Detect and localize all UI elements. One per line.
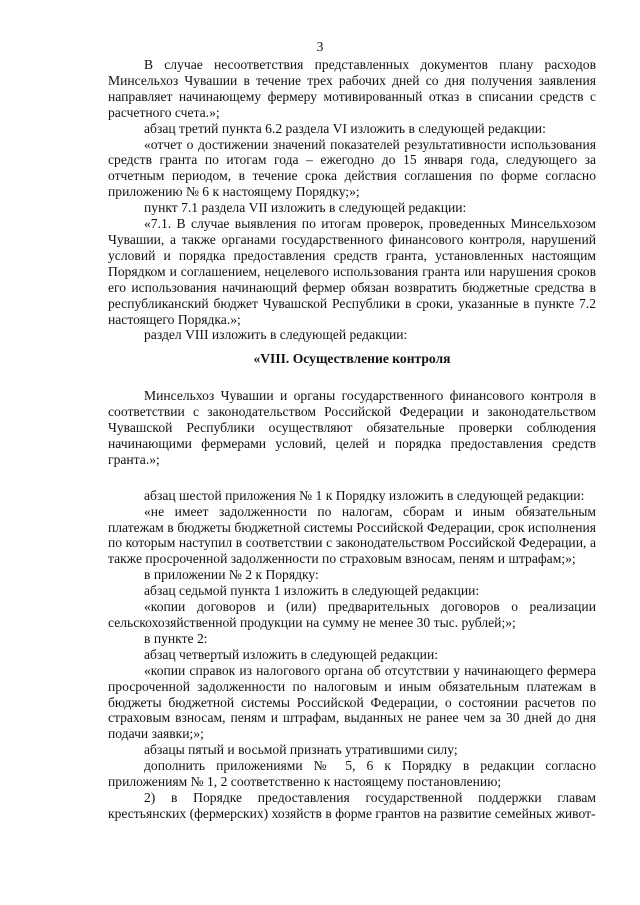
paragraph: В случае несоответствия представленных документов плану расходов Минсельхоз Чувашии в течение трех рабочих дней со дня получения заявления направляет начинающему фермеру мотивированный отказ в списании средств с расчетного счета.»; bbox=[108, 57, 596, 120]
paragraph: «копии справок из налогового органа об отсутствии у начинающего фермера просроченной задолженности по налоговым и иным обязательным платежам в бюджеты бюджетной системы Российской Федерации, о состоянии расчетов по страховым взносам, пеням и штрафам, выданных не ранее чем за 30 дней до дня подачи заявки;»; bbox=[108, 662, 596, 742]
paragraph: пункт 7.1 раздела VII изложить в следующей редакции: bbox=[144, 200, 467, 216]
paragraph: в пункте 2: bbox=[144, 630, 208, 646]
paragraph: «7.1. В случае выявления по итогам проверок, проведенных Минсельхозом Чувашии, а также органами государственного финансового контроля, нарушений условий и порядка предоставления средств гранта, установленных настоящим Порядком и соглашением, нецелевого использования гранта или нарушения сроков его использования начинающий фермер обязан возвратить бюджетные средства в республиканский бюджет Чувашской Республики в сроки, указанные в пункте 7.2 настоящего Порядка.»; bbox=[108, 216, 596, 327]
paragraph: абзац третий пункта 6.2 раздела VI изложить в следующей редакции: bbox=[144, 120, 546, 136]
paragraph: «не имеет задолженности по налогам, сборам и иным обязательным платежам в бюджеты бюджетной системы Российской Федерации, срок исполнения по которым наступил в соответствии с законодательством Российской Федерации, а также просроченной задолженности по страховым взносам, пеням и штрафам;»; bbox=[108, 503, 596, 567]
paragraph: раздел VIII изложить в следующей редакции: bbox=[144, 327, 408, 343]
paragraph: абзац седьмой пункта 1 изложить в следующей редакции: bbox=[144, 583, 480, 599]
paragraph: абзацы пятый и восьмой признать утратившими силу; bbox=[144, 742, 458, 758]
paragraph: абзац четвертый изложить в следующей редакции: bbox=[144, 646, 439, 662]
paragraph: абзац шестой приложения № 1 к Порядку изложить в следующей редакции: bbox=[144, 487, 585, 503]
document-body bbox=[108, 57, 596, 822]
section-paragraph: Минсельхоз Чувашии и органы государственного финансового контроля в соответствии с законодательством Российской Федерации и законодательством Чувашской Республики осуществляют обязательные проверки соблюдения начинающими фермерами условий, целей и порядка предоставления средств гранта.»; bbox=[108, 388, 596, 467]
page-number: 3 bbox=[316, 39, 324, 54]
paragraph: в приложении № 2 к Порядку: bbox=[144, 567, 319, 583]
paragraph: дополнить приложениями № 5, 6 к Порядку в редакции согласно приложениям № 1, 2 соответственно к настоящему постановлению; bbox=[108, 758, 596, 790]
paragraph: «отчет о достижении значений показателей результативности использования средств гранта по итогам года – ежегодно до 15 января года, следующего за отчетным периодом, в течение срока действия соглашения по форме согласно приложению № 6 к настоящему Порядку;»; bbox=[108, 136, 596, 200]
paragraph: «копии договоров и (или) предварительных договоров о реализации сельскохозяйственной продукции на сумму не менее 30 тыс. рублей;»; bbox=[108, 599, 596, 630]
paragraph: 2) в Порядке предоставления государственной поддержки главам крестьянских (фермерских) хозяйств в форме грантов на развитие семейных живот- bbox=[108, 789, 596, 821]
section-heading: «VIII. Осуществление контроля bbox=[253, 351, 451, 367]
